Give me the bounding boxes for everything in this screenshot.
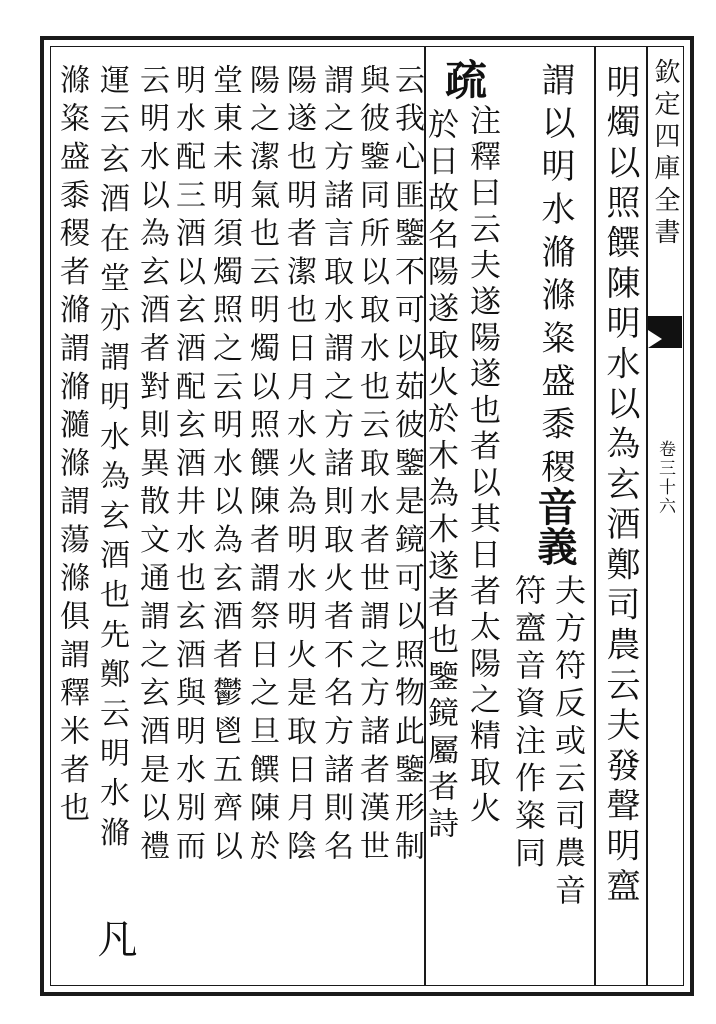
text-column-13: 滌粢盛黍稷者滫謂滫瀡滌謂蕩滌俱謂釋米者也 xyxy=(54,64,89,830)
text-column-8: 陽之潔氣也云明燭以照饌陳者謂祭日之旦饌陳於 xyxy=(244,64,279,869)
fishtail-notch xyxy=(648,330,662,348)
juan-number: 卷三十六 xyxy=(655,440,675,516)
yinyi-label: 音義 xyxy=(531,486,578,566)
annotation-right: 夫方符反或云司農音 xyxy=(549,574,585,912)
text-column-11: 云明水以為玄酒者對則異散文通謂之玄酒是以禮 xyxy=(134,64,169,869)
book-title: 欽定四庫全書 xyxy=(650,58,680,250)
text-column-4: 云我心匪鑒不可以茹彼鑒是鏡可以照物此鑒形制 xyxy=(389,64,424,869)
commentary-right: 注釋曰云夫遂陽遂也者以其日者太陽之精取火 xyxy=(464,104,500,828)
text-column-12: 運云玄酒在堂亦謂明水為玄酒也先鄭云明水滫 xyxy=(94,64,129,856)
text-column-5: 與彼鑒同所以取水也云取水者世謂之方諸者漢世 xyxy=(354,64,389,869)
text-column-7: 陽遂也明者潔也日月水火為明水明火是取日月陰 xyxy=(281,64,316,869)
text-column-6: 謂之方諸言取水謂之方諸則取火者不名方諸則名 xyxy=(318,64,353,869)
text-column-10: 明水配三酒以玄酒配玄酒井水也玄酒與明水別而 xyxy=(170,64,205,869)
column-divider xyxy=(594,46,596,986)
text-column-1: 明燭以照饌陳明水以為玄酒鄭司農云夫發聲明齍 xyxy=(600,64,640,909)
annotation-left: 符齍音資注作粢同 xyxy=(509,574,545,874)
text-column-2: 謂以明水滫滌粢盛黍稷 xyxy=(535,62,575,492)
commentary-left: 於日故名陽遂取火於木為木遂者也鑒鏡屬者詩 xyxy=(422,108,458,844)
text-column-9: 堂東未明須燭照之云明水以為玄酒者鬱鬯五齊以 xyxy=(207,64,242,869)
text-column-12-end: 凡 xyxy=(91,918,137,958)
shu-label: 疏 xyxy=(439,58,488,100)
